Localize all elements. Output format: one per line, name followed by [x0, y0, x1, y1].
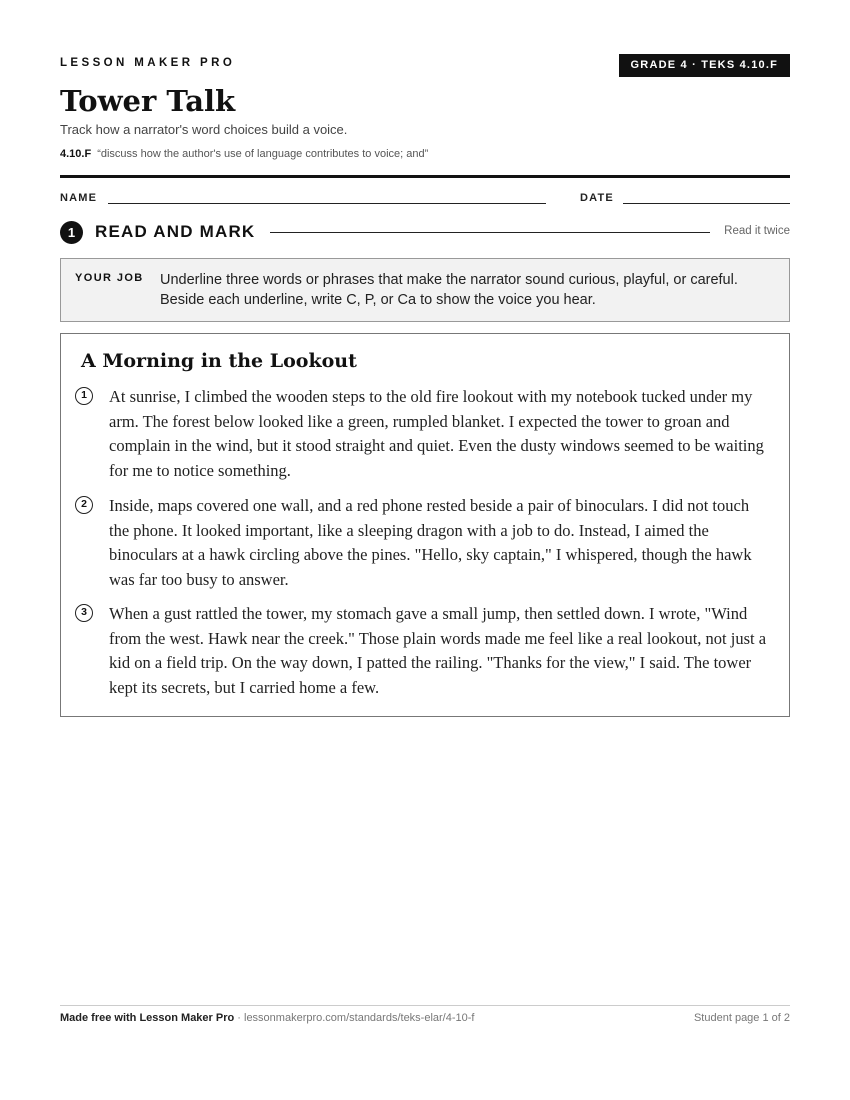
paragraph-number: 2 — [75, 496, 93, 514]
reading-passage — [60, 333, 790, 717]
passage-title: A Morning in the Lookout — [81, 350, 357, 372]
grade-badge: GRADE 4 · TEKS 4.10.F — [619, 54, 790, 77]
your-job-label: YOUR JOB — [75, 272, 144, 284]
section-note: Read it twice — [724, 225, 790, 237]
section-number-badge: 1 — [60, 221, 83, 244]
footer-made-with: Made free with Lesson Maker Pro — [60, 1012, 235, 1024]
footer-divider — [60, 1005, 790, 1006]
paragraph-text[interactable]: Inside, maps covered one wall, and a red phone rested beside a pair of binoculars. I did not touch the phone. It looked important, like a sleeping dragon with a job to do. Instead, I aimed the binoculars at a hawk circling above the pines. "Hello, sky captain," I whispered, though the hawk was far too busy to answer. — [109, 496, 752, 589]
section-header — [60, 220, 790, 244]
section-divider — [270, 232, 710, 233]
your-job-instructions: Underline three words or phrases that make the narrator sound curious, playful, or careful. Beside each underline, write C, P, or Ca to show the voice you hear. — [160, 272, 738, 308]
date-field[interactable] — [623, 203, 790, 204]
footer-url: · lessonmakerpro.com/standards/teks-elar/4-10-f — [234, 1012, 475, 1024]
page-title: Tower Talk — [60, 84, 236, 118]
name-date-row — [60, 192, 790, 208]
your-job-box — [60, 258, 790, 322]
brand-name: LESSON MAKER PRO — [60, 57, 236, 69]
paragraph-text[interactable]: When a gust rattled the tower, my stomach gave a small jump, then settled down. I wrote, "Wind from the west. Hawk near the creek." Those plain words made me feel like a real lookout, not just a kid on a field trip. On the way down, I patted the railing. "Thanks for the view," I said. The tower kept its secrets, but I carried home a few. — [109, 604, 767, 697]
footer-credit — [60, 1012, 474, 1024]
page-subtitle: Track how a narrator's word choices build a voice. — [60, 122, 348, 137]
worksheet-page — [60, 0, 790, 1100]
paragraph-text[interactable]: At sunrise, I climbed the wooden steps to the old fire lookout with my notebook tucked under my arm. The forest below looked like a green, rumpled blanket. I expected the tower to groan and complain in the wind, but it stood straight and quiet. Even the dusty windows seemed to be waiting for me to notice something. — [109, 387, 764, 480]
standard-text: “discuss how the author's use of language contributes to voice; and” — [97, 148, 429, 160]
paragraph-number: 3 — [75, 604, 93, 622]
date-label: DATE — [580, 192, 614, 204]
name-label: NAME — [60, 192, 98, 204]
footer-page-number: Student page 1 of 2 — [693, 1012, 790, 1024]
header-divider — [60, 175, 790, 178]
standard-code: 4.10.F — [60, 148, 92, 160]
section-title: READ AND MARK — [95, 222, 256, 241]
name-field[interactable] — [108, 203, 546, 204]
paragraph-number: 1 — [75, 387, 93, 405]
standard-line — [60, 148, 428, 160]
